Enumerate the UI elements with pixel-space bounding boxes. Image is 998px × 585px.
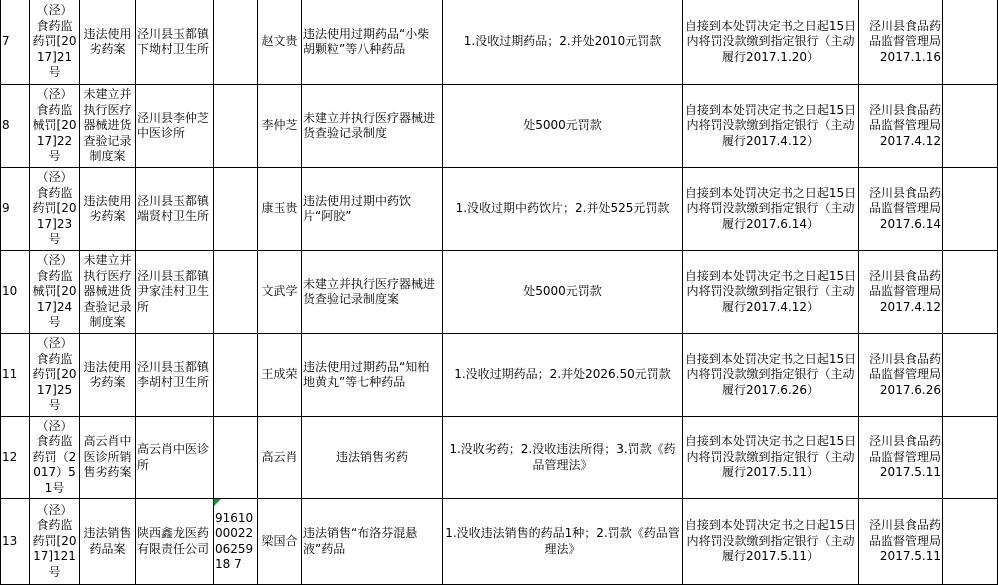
performance-note: 自接到本处罚决定书之日起15日内将罚没款缴到指定银行（主动履行2017.4.12） — [683, 251, 859, 334]
decision-number: （泾）食药监药罚[2017]25号 — [30, 334, 80, 417]
performance-note: 自接到本处罚决定书之日起15日内将罚没款缴到指定银行（主动履行2017.5.11） — [683, 499, 859, 585]
penalty-authority — [859, 417, 943, 499]
penalty-authority — [859, 0, 943, 85]
performance-note: 自接到本处罚决定书之日起15日内将罚没款缴到指定银行（主动履行2017.4.12） — [683, 85, 859, 168]
authority-name: 泾川县食品药品监督管理局 — [868, 185, 941, 216]
party-unit: 泾川县玉都镇尹家洼村卫生所 — [136, 251, 214, 334]
legal-representative: 文武学 — [258, 251, 302, 334]
legal-representative: 赵文贵 — [258, 0, 302, 85]
legal-representative: 王成荣 — [258, 334, 302, 417]
row-index: 13 — [1, 499, 30, 585]
case-name: 违法使用劣药案 — [80, 168, 136, 251]
decision-number: （泾）食药监械罚[2017]22号 — [30, 85, 80, 168]
authority-name: 泾川县食品药品监督管理局 — [868, 268, 941, 299]
case-name: 未建立并执行医疗器械进货查验记录制度案 — [80, 251, 136, 334]
decision-number: （泾）食药监药罚（2017）51号 — [30, 417, 80, 499]
table-row — [1, 334, 998, 417]
blank-cell — [943, 499, 998, 585]
decision-date: 2017.6.26 — [879, 382, 941, 397]
legal-representative: 梁国合 — [258, 499, 302, 585]
credit-code — [214, 168, 258, 251]
credit-code — [214, 417, 258, 499]
penalty-content: 处5000元罚款 — [443, 85, 683, 168]
error-indicator-icon — [214, 499, 221, 506]
decision-date: 2017.1.16 — [879, 49, 941, 64]
legal-representative: 康玉贵 — [258, 168, 302, 251]
blank-cell — [943, 251, 998, 334]
decision-number: （泾）食药监药罚[2017]21号 — [30, 0, 80, 85]
party-unit: 泾川县玉都镇李胡村卫生所 — [136, 334, 214, 417]
performance-note: 自接到本处罚决定书之日起15日内将罚没款缴到指定银行（主动履行2017.1.20） — [683, 0, 859, 85]
decision-number: （泾）食药监药罚[2017]121号 — [30, 499, 80, 585]
case-name: 违法使用劣药案 — [80, 0, 136, 85]
row-index: 7 — [1, 0, 30, 85]
penalty-authority — [859, 499, 943, 585]
penalty-content: 1.没收过期药品；2.并处2026.50元罚款 — [443, 334, 683, 417]
row-index: 11 — [1, 334, 30, 417]
credit-code — [214, 251, 258, 334]
penalty-content: 处5000元罚款 — [443, 251, 683, 334]
row-index: 9 — [1, 168, 30, 251]
case-name: 违法使用劣药案 — [80, 334, 136, 417]
party-unit: 泾川县玉都镇下坳村卫生所 — [136, 0, 214, 85]
violation-fact: 违法使用过期药品“知柏地黄丸”等七种药品 — [302, 334, 443, 417]
penalty-content: 1.没收过期中药饮片；2.并处525元罚款 — [443, 168, 683, 251]
decision-date: 2017.6.14 — [879, 216, 941, 231]
blank-cell — [943, 417, 998, 499]
legal-representative: 高云肖 — [258, 417, 302, 499]
violation-fact: 未建立并执行医疗器械进货查验记录制度 — [302, 85, 443, 168]
violation-fact: 违法销售劣药 — [302, 417, 443, 499]
case-name: 未建立并执行医疗器械进货查验记录制度案 — [80, 85, 136, 168]
penalty-authority — [859, 251, 943, 334]
decision-date: 2017.4.12 — [879, 299, 941, 314]
credit-code-text: 91610000220625918 7 — [215, 510, 254, 571]
legal-representative: 李仲芝 — [258, 85, 302, 168]
authority-name: 泾川县食品药品监督管理局 — [868, 518, 941, 548]
blank-cell — [943, 0, 998, 85]
decision-number: （泾）食药监药罚[2017]23号 — [30, 168, 80, 251]
violation-fact: 未建立并执行医疗器械进货查验记录制度案 — [302, 251, 443, 334]
row-index: 10 — [1, 251, 30, 334]
authority-name: 泾川县食品药品监督管理局 — [868, 18, 941, 49]
blank-cell — [943, 334, 998, 417]
penalty-authority — [859, 85, 943, 168]
case-name: 违法销售药品案 — [80, 499, 136, 585]
decision-date: 2017.4.12 — [879, 133, 941, 148]
party-unit: 泾川县玉都镇端贤村卫生所 — [136, 168, 214, 251]
table-row — [1, 0, 998, 85]
decision-date: 2017.5.11 — [879, 549, 941, 564]
table-row — [1, 251, 998, 334]
performance-note: 自接到本处罚决定书之日起15日内将罚没款缴到指定银行（主动履行2017.6.26） — [683, 334, 859, 417]
decision-date: 2017.5.11 — [879, 465, 941, 480]
table-row — [1, 417, 998, 499]
penalty-content: 1.没收过期药品；2.并处2010元罚款 — [443, 0, 683, 85]
violation-fact: 违法使用过期药品“小柴胡颗粒”等八种药品 — [302, 0, 443, 85]
row-index: 8 — [1, 85, 30, 168]
authority-name: 泾川县食品药品监督管理局 — [868, 434, 941, 464]
performance-note: 自接到本处罚决定书之日起15日内将罚没款缴到指定银行（主动履行2017.6.14） — [683, 168, 859, 251]
case-name: 高云肖中医诊所销售劣药案 — [80, 417, 136, 499]
blank-cell — [943, 168, 998, 251]
table-row — [1, 499, 998, 585]
penalty-authority — [859, 168, 943, 251]
credit-code — [214, 0, 258, 85]
party-unit: 高云肖中医诊所 — [136, 417, 214, 499]
penalty-content: 1.没收违法销售的药品1种；2.罚款《药品管理法》 — [443, 499, 683, 585]
blank-cell — [943, 85, 998, 168]
credit-code — [214, 85, 258, 168]
row-index: 12 — [1, 417, 30, 499]
party-unit: 泾川县李仲芝中医诊所 — [136, 85, 214, 168]
performance-note: 自接到本处罚决定书之日起15日内将罚没款缴到指定银行（主动履行2017.5.11） — [683, 417, 859, 499]
decision-number: （泾）食药监械罚[2017]24号 — [30, 251, 80, 334]
authority-name: 泾川县食品药品监督管理局 — [868, 102, 941, 133]
penalty-authority — [859, 334, 943, 417]
table-row — [1, 85, 998, 168]
authority-name: 泾川县食品药品监督管理局 — [868, 351, 941, 382]
table-row — [1, 168, 998, 251]
credit-code — [214, 334, 258, 417]
penalty-content: 1.没收劣药；2.没收违法所得；3.罚款《药品管理法》 — [443, 417, 683, 499]
party-unit: 陕西鑫龙医药有限责任公司 — [136, 499, 214, 585]
violation-fact: 违法销售“布洛芬混悬液”药品 — [302, 499, 443, 585]
credit-code — [214, 499, 258, 585]
violation-fact: 违法使用过期中药饮片“阿胶” — [302, 168, 443, 251]
